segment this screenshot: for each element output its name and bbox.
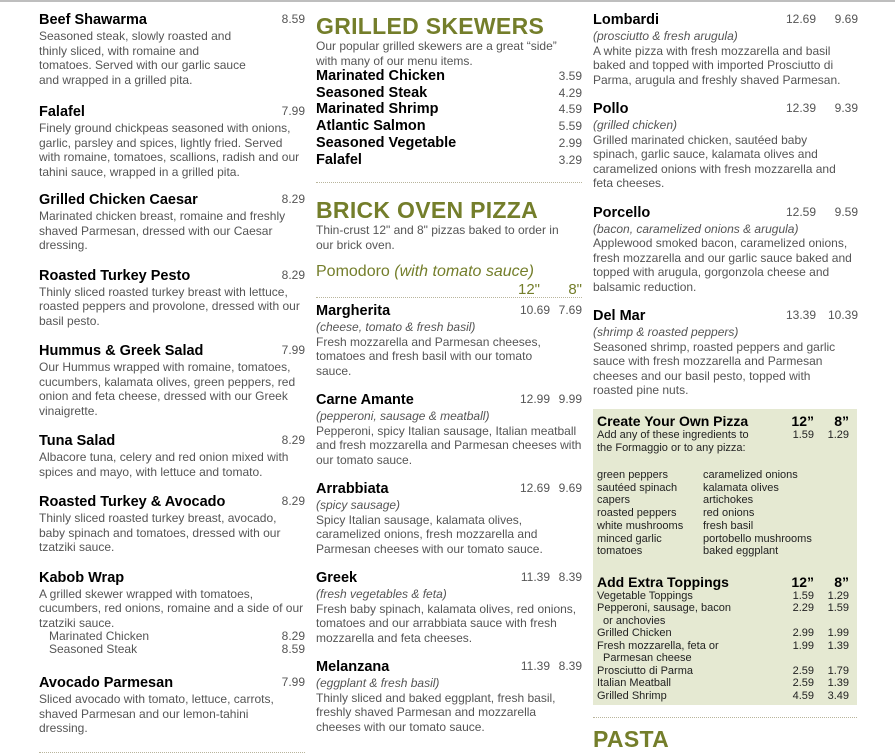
price-8: 9.99	[558, 392, 582, 407]
panel-title: Create Your Own Pizza	[597, 413, 749, 429]
item-name: Roasted Turkey Pesto	[39, 267, 191, 284]
item-description: Sliced avocado with tomato, lettuce, carrots, shaved Parmesan and our lemon-tahini dressing.	[39, 692, 274, 735]
item-subtitle: (shrimp & roasted peppers)	[593, 325, 739, 339]
pizza-item	[593, 205, 858, 295]
size-8: 8”	[834, 413, 849, 429]
ingredients-list	[597, 469, 853, 558]
menu-item	[39, 433, 305, 479]
menu-item	[39, 268, 305, 329]
divider	[39, 752, 305, 753]
ingredient: roasted peppers	[597, 507, 677, 520]
item-subtitle: (grilled chicken)	[593, 118, 678, 132]
item-description: Applewood smoked bacon, caramelized onions, fresh mozzarella and our garlic sauce baked and topped with arugula, gorgonzola cheese and balsamic reduction.	[593, 236, 852, 294]
item-subtitle: (eggplant & fresh basil)	[316, 676, 440, 691]
section-intro: Thin-crust 12" and 8" pizzas baked to order in our brick oven.	[316, 223, 559, 252]
menu-item	[39, 343, 305, 418]
price-8: 9.69	[558, 481, 582, 496]
price-12: 12.69	[785, 12, 816, 26]
price-12: 12.59	[785, 204, 816, 219]
topping-row: Pepperoni, sausage, bacon 2.29 1.59 or anchovies	[597, 602, 849, 627]
ingredient: sautéed spinach	[597, 481, 678, 494]
item-description: A grilled skewer wrapped with tomatoes, cucumbers, red onions, romaine and a side of our tzatziki sauce.	[39, 586, 304, 630]
column-skewers-pizza	[316, 0, 582, 734]
topping-row: Prosciutto di Parma 2.59 1.79	[597, 664, 849, 677]
panel-note: Add any of these ingredients to the Formaggio or to any pizza:	[597, 429, 749, 454]
option-name: Marinated Chicken	[49, 629, 150, 643]
pizza-item	[316, 570, 582, 645]
item-description: Seasoned steak, slowly roasted and thinly sliced, with romaine and tomatoes. Served with our garlic sauce and wrapped in a grilled pita.	[39, 29, 246, 87]
option-row	[39, 643, 305, 656]
topping-row: Italian Meatball 2.59 1.39	[597, 677, 849, 690]
item-description: Thinly sliced roasted turkey breast, avocado, baby spinach and tomatoes, dressed with our tzatziki sauce.	[39, 511, 281, 554]
pizza-item	[316, 659, 582, 734]
item-price: 7.99	[281, 675, 305, 689]
item-description: Seasoned shrimp, roasted peppers and garlic sauce with fresh mozzarella and Parmesan cheeses and our basil pesto, topped with roasted pine nuts.	[593, 339, 836, 397]
item-name: Arrabbiata	[316, 481, 389, 498]
section-title-pasta: PASTA	[593, 726, 670, 752]
skewer-row	[316, 135, 582, 152]
skewer-row	[316, 101, 582, 118]
extra-toppings-header	[597, 574, 853, 590]
section-title-skewers: GRILLED SKEWERS	[316, 13, 545, 39]
item-price: 8.59	[281, 12, 305, 26]
price-8: 9.39	[834, 101, 858, 115]
skewer-price: 5.59	[558, 119, 582, 134]
item-name: Melanzana	[316, 659, 390, 676]
item-name: Grilled Chicken Caesar	[39, 192, 198, 208]
ingredient: portobello mushrooms	[703, 532, 812, 545]
topping-row: Grilled Chicken 2.99 1.99	[597, 627, 849, 640]
item-name: Avocado Parmesan	[39, 675, 174, 691]
menu-item	[39, 675, 305, 736]
price-12: 12.69	[519, 481, 550, 496]
item-price: 8.29	[281, 192, 305, 206]
price-8: 8.39	[558, 570, 582, 585]
menu-item	[39, 104, 305, 179]
ingredient: kalamata olives	[703, 481, 779, 494]
item-description: Fresh baby spinach, kalamata olives, red onions, tomatoes and our arrabbiata sauce with fresh mozzarella and feta cheeses.	[316, 601, 577, 645]
menu-item	[39, 570, 305, 657]
size-8: 8"	[568, 281, 582, 299]
skewer-name: Marinated Shrimp	[316, 101, 439, 118]
item-description: Finely ground chickpeas seasoned with onions, garlic, parsley and spices, lightly fried. Served with romaine, tomatoes, scallions, radish and our tahini sauce, wrapped in a grilled pita.	[39, 121, 300, 179]
ingredient: red onions	[703, 507, 755, 520]
pizza-item	[593, 308, 858, 398]
divider	[316, 182, 582, 183]
create-your-own-header	[597, 413, 853, 429]
menu-item	[39, 494, 305, 555]
skewer-price: 2.99	[558, 135, 582, 150]
skewer-price: 3.59	[558, 69, 582, 83]
divider	[593, 717, 857, 718]
item-name: Carne Amante	[316, 392, 414, 409]
section-intro: Our popular grilled skewers are a great “side” with many of our menu items.	[316, 39, 557, 68]
size-8: 8”	[834, 573, 849, 590]
item-name: Falafel	[39, 104, 85, 120]
size-12: 12”	[791, 413, 814, 429]
skewer-name: Atlantic Salmon	[316, 118, 426, 135]
section-title-pizza: BRICK OVEN PIZZA	[316, 197, 539, 224]
item-name: Beef Shawarma	[39, 12, 147, 28]
item-price: 7.99	[281, 104, 305, 118]
price-8: 7.69	[558, 303, 582, 318]
skewer-row	[316, 118, 582, 135]
divider	[316, 297, 582, 298]
skewer-row	[316, 85, 582, 102]
item-price: 7.99	[281, 343, 305, 357]
item-price: 8.29	[281, 433, 305, 447]
create-your-own-panel	[593, 409, 857, 705]
price-8: 8.39	[558, 659, 582, 674]
subsection-title	[316, 262, 582, 281]
size-12: 12”	[791, 573, 814, 590]
price-12: 12.99	[519, 392, 550, 407]
item-subtitle: (spicy sausage)	[316, 498, 401, 513]
ingredient: green peppers	[597, 469, 668, 481]
pizza-item	[593, 12, 858, 87]
item-name: Pollo	[593, 101, 629, 117]
item-price: 8.29	[281, 267, 305, 282]
price-12: 13.39	[785, 308, 816, 322]
column-sandwiches	[39, 0, 305, 753]
skewer-price: 4.59	[558, 102, 582, 117]
skewer-price: 3.29	[558, 152, 582, 167]
item-name: Hummus & Greek Salad	[39, 343, 204, 359]
price-8: 1.29	[827, 429, 849, 441]
topping-row: Vegetable Toppings 1.59 1.29	[597, 589, 849, 602]
size-12: 12"	[517, 281, 540, 299]
item-description: A white pizza with fresh mozzarella and basil baked and topped with imported Prosciutto di Parma, arugula and freshly shaved Parmesan.	[593, 43, 841, 87]
price-8: 9.69	[834, 12, 858, 26]
item-name: Margherita	[316, 303, 391, 320]
skewer-row	[316, 152, 582, 169]
item-description: Our Hummus wrapped with romaine, tomatoes, cucumbers, kalamata olives, green peppers, red onion and feta cheese, dressed with our Greek vinaigrette.	[39, 360, 296, 418]
item-description: Albacore tuna, celery and red onion mixed with spices and mayo, with lettuce and tomato.	[39, 450, 289, 479]
ingredient: white mushrooms	[597, 519, 684, 532]
ingredient: baked eggplant	[703, 545, 779, 558]
item-name: Tuna Salad	[39, 433, 116, 449]
pizza-item	[593, 101, 858, 191]
skewer-price: 4.29	[558, 85, 582, 100]
column-pizza-continued	[593, 0, 858, 398]
item-subtitle: (prosciutto & fresh arugula)	[593, 29, 738, 43]
topping-row: Grilled Shrimp 4.59 3.49	[597, 689, 849, 702]
price-12: 10.69	[519, 303, 550, 318]
item-subtitle: (cheese, tomato & fresh basil)	[316, 320, 476, 335]
price-12: 1.59	[792, 429, 814, 441]
pizza-item	[316, 303, 582, 378]
option-price: 8.29	[281, 629, 305, 643]
menu-item	[39, 12, 305, 87]
item-name: Del Mar	[593, 308, 646, 324]
skewer-name: Seasoned Steak	[316, 84, 428, 101]
item-description: Thinly sliced and baked eggplant, fresh basil, freshly shaved Parmesan and mozzarella cheeses with our tomato sauce.	[316, 690, 556, 734]
ingredient: artichokes	[703, 494, 754, 507]
item-price: 8.29	[281, 494, 305, 508]
size-header	[316, 281, 582, 297]
skewer-name: Seasoned Vegetable	[316, 134, 457, 151]
option-price: 8.59	[281, 642, 305, 656]
price-8: 10.39	[827, 308, 858, 322]
item-subtitle: (bacon, caramelized onions & arugula)	[593, 221, 799, 236]
item-description: Marinated chicken breast, romaine and freshly shaved Parmesan, dressed with our Caesar dressing.	[39, 209, 286, 252]
ingredient: caramelized onions	[703, 469, 798, 481]
item-description: Thinly sliced roasted turkey breast with lettuce, roasted peppers and provolone, dressed with our basil pesto.	[39, 284, 300, 328]
price-12: 12.39	[785, 101, 816, 115]
ingredient: fresh basil	[703, 519, 754, 532]
price-12: 11.39	[520, 659, 550, 674]
subsection-name: Pomodoro	[316, 263, 390, 281]
item-subtitle: (pepperoni, sausage & meatball)	[316, 409, 490, 424]
item-name: Lombardi	[593, 12, 660, 28]
pizza-item	[316, 392, 582, 467]
subsection-note: (with tomato sauce)	[394, 263, 534, 281]
item-name: Roasted Turkey & Avocado	[39, 494, 226, 510]
item-description: Grilled marinated chicken, sautéed baby spinach, garlic sauce, kalamata olives and caramelized onions with fresh mozzarella and feta cheeses.	[593, 132, 836, 190]
item-description: Pepperoni, spicy Italian sausage, Italian meatball and fresh mozzarella and Parmesan cheeses with our tomato sauce.	[316, 423, 582, 467]
price-12: 11.39	[520, 570, 550, 585]
item-name: Kabob Wrap	[39, 569, 125, 586]
ingredient: minced garlic	[597, 532, 662, 545]
item-description: Fresh mozzarella and Parmesan cheeses, tomatoes and fresh basil with our tomato sauce.	[316, 334, 541, 378]
topping-row: Fresh mozzarella, feta or 1.99 1.39 Parmesan cheese	[597, 639, 849, 665]
item-name: Porcello	[593, 204, 651, 221]
option-name: Seasoned Steak	[49, 642, 138, 656]
ingredients-right	[703, 469, 812, 558]
panel-title: Add Extra Toppings	[597, 573, 729, 590]
pizza-item	[316, 481, 582, 556]
ingredients-left	[597, 469, 703, 558]
price-8: 9.59	[834, 204, 858, 219]
skewer-row	[316, 68, 582, 85]
ingredient: tomatoes	[597, 545, 643, 558]
skewer-name: Falafel	[316, 151, 362, 168]
menu-item	[39, 192, 305, 253]
ingredient: capers	[597, 494, 631, 507]
create-your-own-price-row	[597, 429, 853, 469]
item-name: Greek	[316, 570, 358, 587]
item-description: Spicy Italian sausage, kalamata olives, caramelized onions, fresh mozzarella and Parmesan cheeses with our tomato sauce.	[316, 512, 543, 556]
skewer-name: Marinated Chicken	[316, 68, 445, 84]
item-subtitle: (fresh vegetables & feta)	[316, 587, 447, 602]
